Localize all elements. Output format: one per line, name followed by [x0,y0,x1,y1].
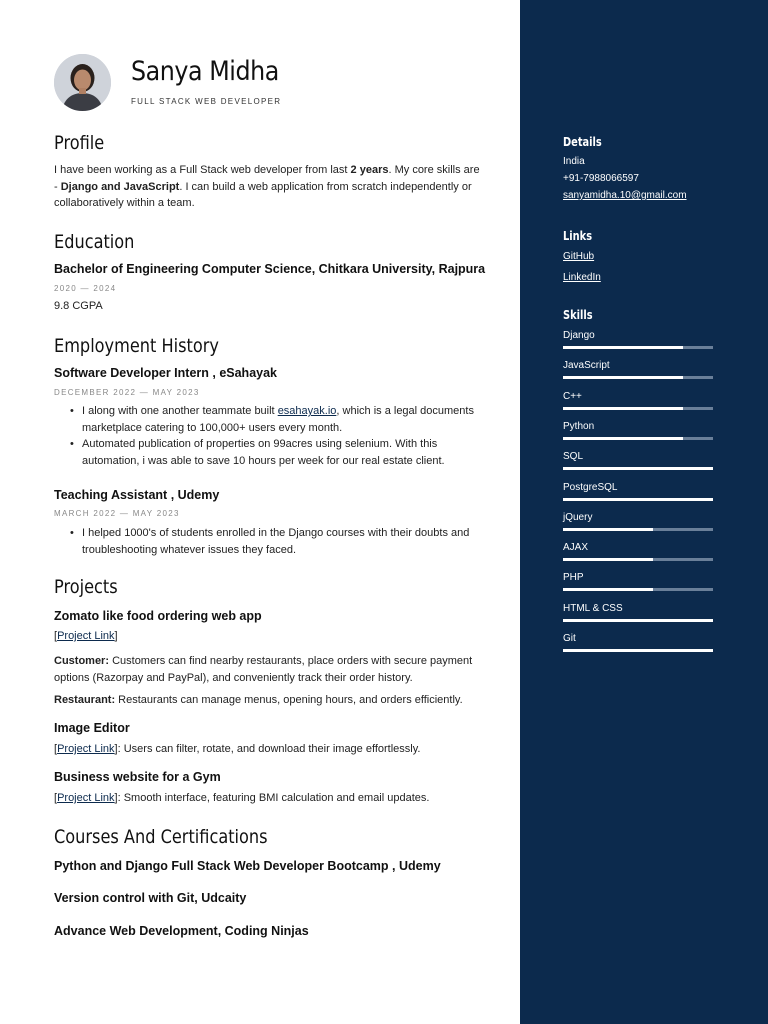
details-heading: Details [563,135,602,149]
github-link[interactable]: GitHub [563,251,595,262]
skill-level-fill [563,467,713,470]
skill-name: HTML & CSS [563,602,623,614]
project-link[interactable]: Project Link [57,630,115,642]
skill-name: Python [563,420,595,432]
location-text: India [563,156,585,167]
skill-name: AJAX [563,542,589,554]
skills-heading: Skills [563,308,593,322]
skill-level-fill [563,437,683,440]
skill-item [563,482,714,508]
skill-item [563,512,714,538]
list-item: • Automated publication of properties on 99acres using selenium. With this automation, i was able to save 10 hours per week for our real estate client. [54,436,486,469]
job-bullets [54,525,486,558]
skill-item [563,603,714,629]
candidate-name: Sanya Midha [131,56,279,87]
skill-level-fill [563,649,713,652]
skill-name: Django [563,330,595,341]
skill-name: PostgreSQL [563,481,618,493]
skill-level-fill [563,498,713,501]
skill-item [563,360,714,386]
project-title: Image Editor [54,721,130,735]
projects-heading: Projects [54,576,118,598]
skill-level-fill [563,588,653,591]
project-link-row: [Project Link]: Smooth interface, featuring BMI calculation and email updates. [54,792,430,804]
job-title: Teaching Assistant , Udemy [54,488,220,502]
skill-item [563,633,714,659]
skill-level-fill [563,346,683,349]
skill-name: C++ [563,390,582,402]
skill-level-bar [563,498,713,501]
skill-item [563,421,714,447]
skill-item [563,391,714,417]
avatar [54,54,111,111]
job-title: Software Developer Intern , eSahayak [54,366,278,380]
skill-level-bar [563,376,713,379]
project-title: Zomato like food ordering web app [54,609,262,623]
skill-level-fill [563,528,653,531]
skill-level-bar [563,619,713,622]
project-link-row: [Project Link] [54,630,118,642]
job-dates: DECEMBER 2022 — MAY 2023 [54,388,200,397]
profile-text: I have been working as a Full Stack web developer from last [54,164,351,176]
education-grade: 9.8 CGPA [54,300,103,312]
course-item: Version control with Git, Udcaity [54,891,247,905]
skill-item [563,572,714,598]
links-heading: Links [563,229,593,243]
employment-heading: Employment History [54,335,219,357]
profile-highlight: 2 years [350,164,389,176]
skill-name: Git [563,633,576,644]
skill-level-bar [563,528,713,531]
email-link[interactable]: sanyamidha.10@gmail.com [563,190,687,201]
skill-name: JavaScript [563,360,610,372]
list-item: • I helped 1000's of students enrolled in the Django courses with their doubts and troubleshooting whatever issues they faced. [54,525,486,558]
project-desc-label: Customer: [54,655,110,667]
skill-level-bar [563,407,713,410]
skill-level-bar [563,346,713,349]
skill-level-fill [563,376,683,379]
profile-text: . I can build a web application from scratch independently or collaboratively within a team. [54,180,472,209]
skill-level-bar [563,467,713,470]
education-dates: 2020 — 2024 [54,284,117,293]
skill-level-fill [563,558,653,561]
list-item [54,403,486,436]
skill-level-bar [563,437,713,440]
course-item: Advance Web Development, Coding Ninjas [54,924,309,938]
job-bullets [54,403,486,469]
project-desc-text: : Smooth interface, featuring BMI calculation and email updates. [117,792,430,804]
project-link[interactable]: Project Link [57,792,115,804]
profile-summary [54,162,486,212]
project-desc-label: Restaurant: [54,694,116,706]
job-dates: MARCH 2022 — MAY 2023 [54,509,180,518]
skill-name: jQuery [563,511,593,523]
course-item: Python and Django Full Stack Web Developer Bootcamp , Udemy [54,859,441,873]
skill-level-bar [563,649,713,652]
profile-heading: Profile [54,132,105,154]
education-heading: Education [54,231,135,253]
education-degree: Bachelor of Engineering Computer Science, Chitkara University, Rajpura [54,262,486,276]
project-desc-text: Restaurants can manage menus, opening hours, and orders efficiently. [115,694,463,706]
esahayak-link[interactable]: esahayak.io [277,405,337,417]
skill-item [563,542,714,568]
skill-name: PHP [563,572,584,584]
candidate-role: FULL STACK WEB DEVELOPER [131,97,282,106]
bullet-text: I along with one another teammate built [82,405,278,417]
project-link[interactable]: Project Link [57,743,115,755]
skill-level-bar [563,558,713,561]
skill-level-bar [563,588,713,591]
project-link-row: [Project Link]: Users can filter, rotate, and download their image effortlessly. [54,743,421,755]
person-photo-icon [54,54,111,111]
linkedin-link[interactable]: LinkedIn [563,272,601,283]
skill-name: SQL [563,451,584,463]
courses-heading: Courses And Certifications [54,826,268,848]
project-title: Business website for a Gym [54,770,221,784]
resume-sidebar [520,0,768,1024]
project-desc-text: Customers can find nearby restaurants, place orders with secure payment options (Razorpay and PayPal), and conveniently track their order history. [54,655,473,684]
skill-level-fill [563,407,683,410]
bullet-text: , which is a legal documents marketplace catering to 100,000+ users every month. [82,405,474,434]
project-restaurant-desc [54,692,486,709]
skill-item [563,451,714,477]
resume-header [54,54,494,110]
profile-highlight: Django and JavaScript [60,180,180,193]
profile-text: . My core skills are - [54,164,480,193]
skill-item [563,330,714,356]
phone-text: +91-7988066597 [563,173,639,184]
project-desc-text: : Users can filter, rotate, and download their image effortlessly. [117,743,421,755]
project-customer-desc [54,653,486,686]
skill-level-fill [563,619,713,622]
